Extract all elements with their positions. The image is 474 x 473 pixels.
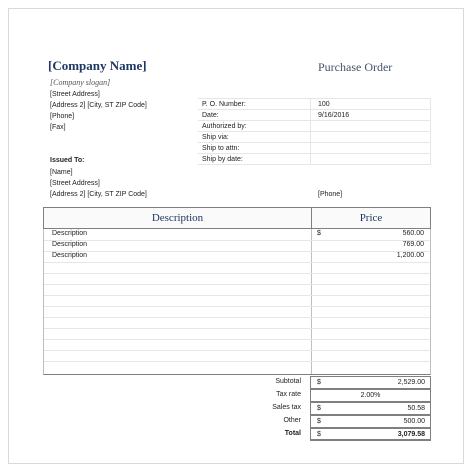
sales-tax-currency: $: [317, 405, 321, 412]
subtotal-currency: $: [317, 379, 321, 386]
description-column-header: Description: [151, 212, 204, 224]
total-value: 3,079.58: [397, 431, 425, 438]
subtotal-value: 2,529.00: [397, 379, 425, 386]
company-phone: [Phone]: [50, 113, 75, 120]
company-slogan: [Company slogan]: [50, 78, 111, 87]
items-table-header: [43, 207, 431, 229]
sales-tax-row: [243, 402, 431, 415]
ship-via-label: Ship via:: [202, 134, 229, 141]
document-title: Purchase Order: [318, 60, 393, 74]
info-grid-divider: [310, 98, 311, 164]
po-number-value: 100: [318, 101, 330, 108]
issued-to-name: [Name]: [50, 169, 73, 176]
total-row: [243, 428, 431, 441]
sales-tax-box: [310, 402, 431, 415]
item-price: 560.00: [402, 230, 424, 237]
items-table-body: [43, 229, 431, 375]
issued-to-address2: [Address 2] [City, ST ZIP Code]: [50, 191, 147, 198]
other-row: [243, 415, 431, 428]
other-label: Other: [283, 417, 301, 424]
other-box: [310, 415, 431, 428]
item-description: Description: [52, 252, 88, 259]
item-currency: $: [317, 230, 321, 237]
authorized-by-label: Authorized by:: [202, 123, 247, 130]
company-name: [Company Name]: [48, 58, 147, 73]
date-label: Date:: [202, 112, 219, 119]
price-column-header: Price: [359, 212, 383, 224]
other-currency: $: [317, 418, 321, 425]
item-price: 769.00: [402, 241, 424, 248]
item-price: 1,200.00: [396, 252, 424, 259]
item-description: Description: [52, 230, 88, 237]
company-address2: [Address 2] [City, ST ZIP Code]: [50, 102, 147, 109]
subtotal-label: Subtotal: [275, 378, 301, 385]
issued-to-phone: [Phone]: [318, 191, 343, 198]
date-value: 9/16/2016: [318, 112, 350, 119]
subtotal-box: [310, 376, 431, 389]
company-fax: [Fax]: [50, 124, 66, 131]
total-currency: $: [317, 431, 321, 438]
issued-to-heading: Issued To:: [50, 157, 85, 164]
sales-tax-label: Sales tax: [272, 404, 301, 411]
info-grid-line: [198, 98, 431, 99]
ship-to-attn-label: Ship to attn:: [202, 145, 240, 152]
tax-rate-row: [243, 389, 431, 402]
item-description: Description: [52, 241, 88, 248]
tax-rate-label: Tax rate: [276, 391, 301, 398]
ship-by-date-label: Ship by date:: [202, 156, 243, 163]
company-street: [Street Address]: [50, 91, 100, 98]
total-box: [310, 428, 431, 441]
tax-rate-value: 2.00%: [360, 392, 381, 399]
info-grid-divider: [430, 98, 431, 164]
issued-to-street: [Street Address]: [50, 180, 100, 187]
info-grid-line: [198, 142, 431, 143]
sales-tax-value: 50.58: [407, 405, 425, 412]
po-number-label: P. O. Number:: [202, 101, 246, 108]
other-value: 500.00: [403, 418, 425, 425]
subtotal-row: [243, 376, 431, 389]
tax-rate-box: [310, 389, 431, 402]
table-row: [44, 350, 430, 362]
info-grid-line: [198, 120, 431, 121]
total-label: Total: [284, 430, 301, 437]
